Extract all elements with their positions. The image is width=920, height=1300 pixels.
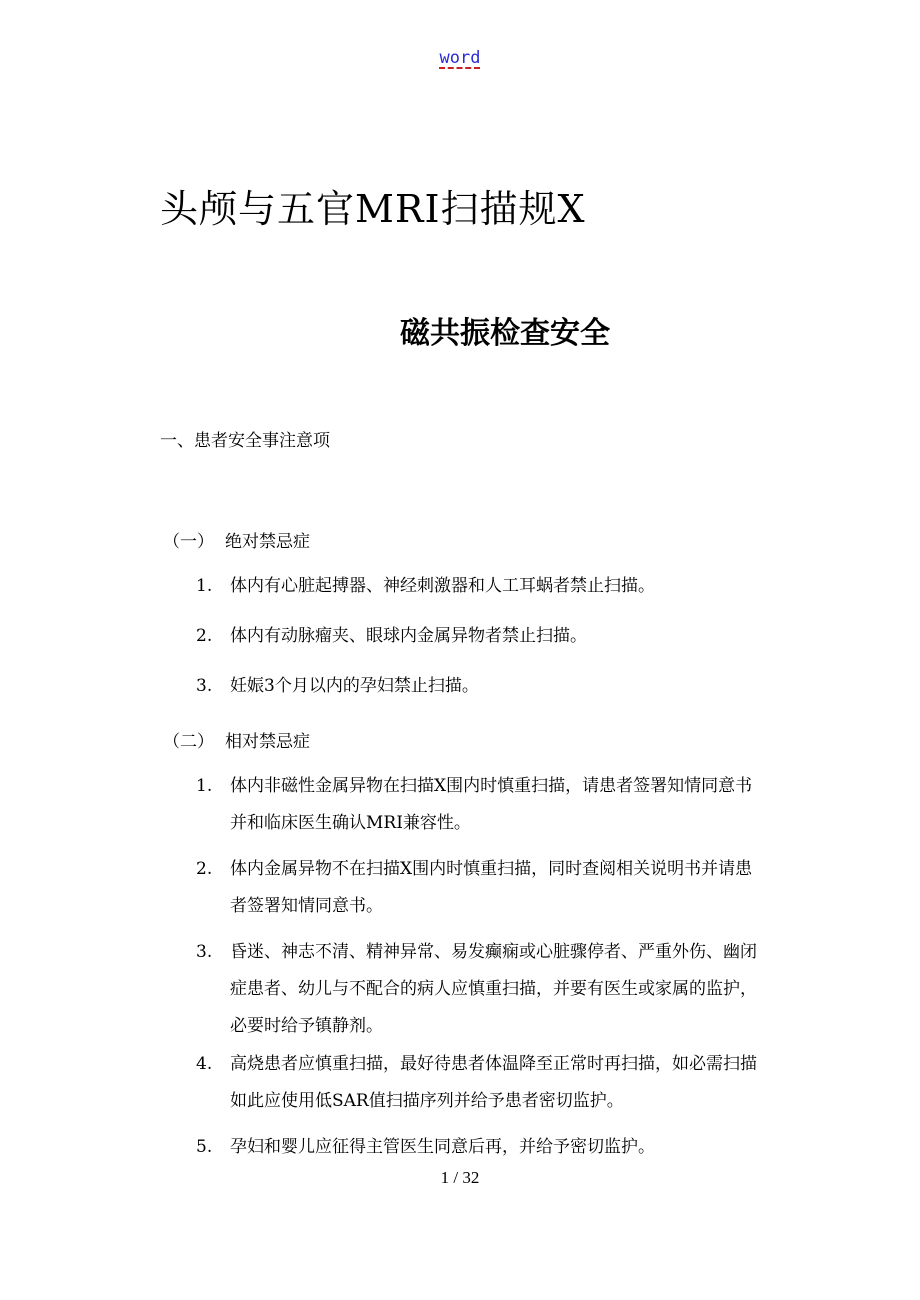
section-title: 磁共振检查安全 <box>400 316 610 351</box>
subheading-text: 相对禁忌症 <box>225 732 310 752</box>
list-item-text: 体内非磁性金属异物在扫描X围内时慎重扫描，请患者签署知情同意书并和临床医生确认MRI兼容性。 <box>230 776 753 833</box>
list-item <box>196 851 766 925</box>
list-item-number: 3. <box>196 676 213 696</box>
header-word-link-container <box>0 48 920 68</box>
header-word-link[interactable]: word <box>439 48 481 68</box>
list-item-text: 体内有动脉瘤夹、眼球内金属异物者禁止扫描。 <box>230 626 587 646</box>
list-item-number: 2. <box>196 859 213 879</box>
list-item <box>196 934 766 1045</box>
list-item-text: 孕妇和婴儿应征得主管医生同意后再，并给予密切监护。 <box>230 1137 655 1157</box>
document-title: 头颅与五官MRI扫描规X <box>160 187 586 231</box>
list-item <box>196 668 766 705</box>
subheading-text: 绝对禁忌症 <box>225 532 310 552</box>
list-item-number: 5. <box>196 1137 213 1157</box>
subheading-relative-contraindications <box>163 727 310 752</box>
list-item-number: 2. <box>196 626 213 646</box>
subheading-number: （一） <box>163 532 214 552</box>
page-number: 1 / 32 <box>440 1168 480 1187</box>
list-item-text: 体内有心脏起搏器、神经刺激器和人工耳蜗者禁止扫描。 <box>230 576 655 596</box>
list-item-text: 昏迷、神志不清、精神异常、易发癫痫或心脏骤停者、严重外伤、幽闭症患者、幼儿与不配合的病人应慎重扫描，并要有医生或家属的监护，必要时给予镇静剂。 <box>230 942 757 1036</box>
subheading-absolute-contraindications <box>163 527 310 552</box>
list-item <box>196 568 766 605</box>
list-item-number: 3. <box>196 942 213 962</box>
list-item <box>196 1046 766 1120</box>
heading-patient-safety: 一、患者安全事注意项 <box>160 431 330 451</box>
list-item-text: 体内金属异物不在扫描X围内时慎重扫描，同时查阅相关说明书并请患者签署知情同意书。 <box>230 859 753 916</box>
list-item <box>196 1129 766 1166</box>
list-item-text: 妊娠3个月以内的孕妇禁止扫描。 <box>230 676 479 696</box>
list-item-number: 4. <box>196 1054 213 1074</box>
subheading-number: （二） <box>163 732 214 752</box>
list-item-number: 1. <box>196 576 213 596</box>
list-item-text: 高烧患者应慎重扫描，最好待患者体温降至正常时再扫描，如必需扫描如此应使用低SAR值扫描序列并给予患者密切监护。 <box>230 1054 757 1111</box>
list-item <box>196 618 766 655</box>
list-item-number: 1. <box>196 776 213 796</box>
list-item <box>196 768 766 842</box>
